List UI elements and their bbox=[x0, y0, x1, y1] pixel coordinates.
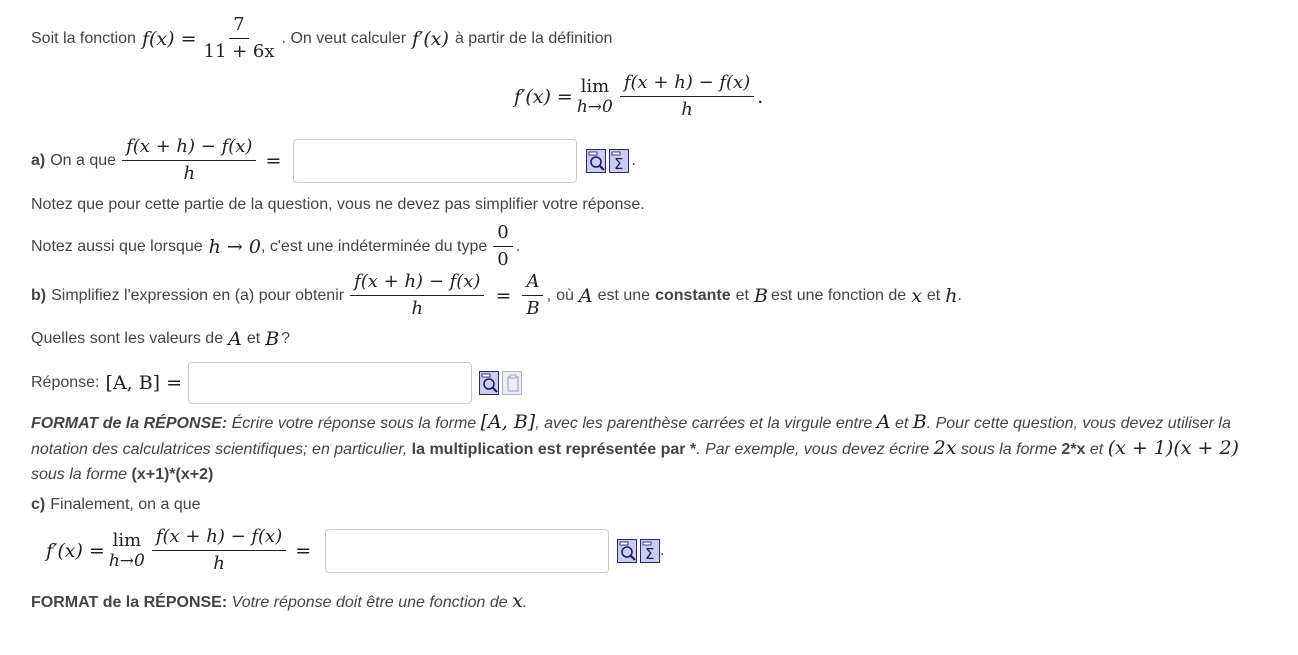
part-b-frac-den: h bbox=[411, 298, 424, 319]
definition-lhs: f′(x) = bbox=[514, 85, 573, 108]
part-c-end: . bbox=[660, 541, 665, 559]
part-a-note2-math: h → 0 bbox=[208, 235, 261, 258]
svg-text:Σ: Σ bbox=[645, 544, 655, 563]
part-a-note2-num: 0 bbox=[493, 222, 512, 247]
part-b-t4: est une fonction de bbox=[770, 286, 907, 304]
part-b-x: x bbox=[911, 284, 922, 307]
part-b-question bbox=[31, 328, 290, 350]
part-b-format-B: B bbox=[912, 411, 927, 433]
part-c-line bbox=[31, 496, 201, 514]
part-b-format-label: FORMAT de la RÉPONSE: bbox=[31, 415, 228, 432]
part-b-format-AB: [A, B] bbox=[480, 411, 536, 433]
part-c-frac-num: f(x + h) − f(x) bbox=[152, 526, 286, 551]
part-b-h: h bbox=[945, 284, 958, 307]
part-b-frac-num: f(x + h) − f(x) bbox=[350, 271, 484, 296]
intro-frac-den: 11 + 6x bbox=[203, 41, 275, 62]
part-b-format-bold: la multiplication est représentée par * bbox=[411, 441, 697, 458]
intro-frac-num: 7 bbox=[229, 14, 248, 39]
part-b-fraction bbox=[350, 271, 484, 320]
definition-lim bbox=[577, 77, 613, 117]
paste-icon bbox=[502, 371, 522, 395]
part-c-eq: = bbox=[295, 539, 312, 562]
part-b-comma: , bbox=[546, 286, 552, 304]
part-c-lim-bottom: h→0 bbox=[108, 550, 145, 571]
preview-icon[interactable] bbox=[617, 539, 637, 563]
part-c-frac-den: h bbox=[213, 553, 225, 574]
part-c-text: Finalement, on a que bbox=[50, 496, 201, 513]
part-b-question-B: B bbox=[265, 328, 280, 350]
intro-fprime: f′(x) bbox=[412, 27, 449, 50]
part-a-frac-den: h bbox=[183, 163, 196, 184]
part-c-answer-input[interactable] bbox=[325, 529, 609, 573]
part-c-lim bbox=[109, 531, 145, 571]
part-b-answer-input[interactable] bbox=[188, 362, 472, 404]
preview-icon[interactable] bbox=[586, 149, 606, 173]
part-b-A: A bbox=[578, 284, 593, 307]
part-b-reponse-math: [A, B] = bbox=[105, 372, 183, 394]
part-a-note2-before: Notez aussi que lorsque bbox=[31, 237, 203, 255]
part-b-format-2x: 2x bbox=[933, 437, 957, 459]
intro-text-middle: . On veut calculer bbox=[281, 29, 407, 47]
part-c-format-text: Votre réponse doit être une fonction de bbox=[231, 594, 508, 611]
part-a-note2-end: . bbox=[515, 237, 521, 255]
part-c-fraction bbox=[152, 526, 286, 575]
intro-f-lhs: f(x) = bbox=[141, 27, 197, 50]
part-b-format-prod-code: (x+1)*(x+2) bbox=[131, 466, 214, 483]
part-b-format-t6: et bbox=[1089, 441, 1104, 458]
definition-lim-bottom: h→0 bbox=[576, 96, 613, 117]
definition-frac-den: h bbox=[681, 99, 693, 120]
part-b-format-2x-code: 2*x bbox=[1061, 441, 1086, 458]
part-b-format-t5: sous la forme bbox=[960, 441, 1057, 458]
part-b-t2: est une bbox=[597, 286, 651, 304]
part-a-note1 bbox=[31, 196, 645, 214]
part-b-frac-a: A bbox=[522, 271, 543, 296]
part-c-format-end: . bbox=[522, 594, 528, 611]
part-a-frac-num: f(x + h) − f(x) bbox=[122, 136, 256, 161]
part-a-line bbox=[31, 136, 636, 185]
part-a-note1-text: Notez que pour cette partie de la question, vous ne devez pas simplifier votre réponse. bbox=[31, 196, 645, 213]
svg-text:Σ: Σ bbox=[614, 154, 624, 173]
part-a-end: . bbox=[631, 151, 636, 169]
intro-text-before: Soit la fonction bbox=[31, 29, 136, 47]
part-b-format-A: A bbox=[876, 411, 891, 433]
part-b-constante: constante bbox=[655, 286, 731, 304]
part-a-note2-after: , c'est une indéterminée du type bbox=[260, 237, 488, 255]
part-b-format-t4: . Par exemple, vous devez écrire bbox=[696, 441, 930, 458]
part-b-format-t2: , avec les parenthèse carrées et la virgule entre bbox=[535, 415, 873, 432]
part-b-format-t1: Écrire votre réponse sous la forme bbox=[231, 415, 477, 432]
intro-text-after: à partir de la définition bbox=[454, 29, 613, 47]
part-b-t6: . bbox=[957, 286, 962, 304]
part-b-format-prod: (x + 1)(x + 2) bbox=[1107, 437, 1239, 459]
part-c-format bbox=[31, 589, 1271, 615]
part-b-t3: et bbox=[735, 286, 749, 304]
part-a-eq: = bbox=[265, 149, 282, 172]
part-a-note2-den: 0 bbox=[497, 249, 509, 270]
part-c-label: c) bbox=[31, 496, 46, 513]
part-b-format-et: et bbox=[894, 415, 909, 432]
definition-end: . bbox=[757, 85, 764, 108]
intro-line bbox=[31, 14, 612, 63]
definition-fraction bbox=[620, 72, 754, 121]
part-b-fraction-ab bbox=[522, 271, 543, 320]
definition-line bbox=[514, 72, 763, 121]
part-b-t5: et bbox=[926, 286, 941, 304]
part-b-eq: = bbox=[495, 284, 512, 307]
part-b-text: Simplifiez l'expression en (a) pour obtenir bbox=[51, 286, 345, 304]
part-c-format-x: x bbox=[512, 590, 523, 612]
intro-fraction bbox=[200, 14, 279, 63]
part-a-note2-fraction bbox=[493, 222, 512, 271]
part-b-B: B bbox=[754, 284, 768, 307]
equation-editor-icon[interactable] bbox=[609, 149, 629, 173]
part-b-frac-b: B bbox=[526, 298, 540, 319]
part-b-question-and: et bbox=[246, 330, 261, 347]
part-b-t1: où bbox=[556, 286, 574, 304]
part-c-formula bbox=[46, 526, 665, 575]
part-b-format-t3: . Pour cette question, vous devez utiliser la notation des calculatrices scientifiques; en particulier, bbox=[31, 415, 1231, 458]
part-b-line bbox=[31, 271, 962, 320]
part-c-lim-top: lim bbox=[112, 529, 142, 551]
part-b-reponse-line bbox=[31, 362, 522, 404]
part-a-fraction bbox=[122, 136, 256, 185]
part-a-text: On a que bbox=[50, 151, 117, 169]
part-b-question-A: A bbox=[228, 328, 242, 350]
part-b-reponse-label: Réponse: bbox=[31, 374, 100, 391]
part-c-format-label: FORMAT de la RÉPONSE: bbox=[31, 594, 228, 611]
part-b-question-end: ? bbox=[281, 330, 291, 347]
part-a-answer-input[interactable] bbox=[293, 139, 577, 183]
part-a-label: a) bbox=[31, 151, 46, 169]
part-c-lhs: f′(x) = bbox=[46, 539, 105, 562]
part-b-question-before: Quelles sont les valeurs de bbox=[31, 330, 224, 347]
definition-lim-top: lim bbox=[580, 75, 610, 97]
equation-editor-icon[interactable] bbox=[640, 539, 660, 563]
definition-frac-num: f(x + h) − f(x) bbox=[620, 72, 754, 97]
part-b-label: b) bbox=[31, 286, 47, 304]
part-b-format bbox=[31, 410, 1271, 487]
part-a-note2 bbox=[31, 222, 520, 271]
preview-icon[interactable] bbox=[479, 371, 499, 395]
part-b-format-t7: sous la forme bbox=[31, 466, 128, 483]
